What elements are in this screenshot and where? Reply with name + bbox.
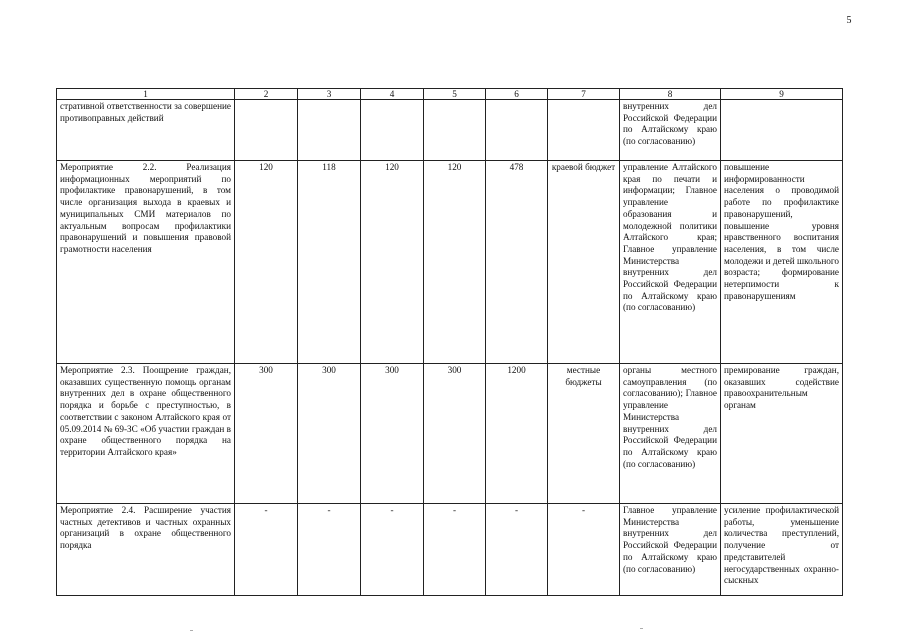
funding-source-cell: [548, 100, 620, 161]
value-cell: [361, 100, 424, 161]
column-header: 3: [298, 89, 361, 100]
value-cell: [298, 100, 361, 161]
total-cell: 1200: [486, 364, 548, 504]
funding-source-cell: -: [548, 504, 620, 596]
value-cell: -: [235, 504, 298, 596]
table-row: [57, 504, 843, 596]
column-header: 4: [361, 89, 424, 100]
value-cell: -: [361, 504, 424, 596]
measure-cell: Мероприятие 2.3. Поощрение граждан, оказавших существенную помощь органам внутренних дел в охране общественного порядка и борьбе с преступностью, в соответствии с законом Алтайского края от 05.09.2014 № 69-ЗС «Об участии граждан в охране общественного порядка на территории Алтайского края»: [57, 364, 235, 504]
column-header: 9: [721, 89, 843, 100]
value-cell: -: [298, 504, 361, 596]
column-header: 1: [57, 89, 235, 100]
column-header: 7: [548, 89, 620, 100]
value-cell: 300: [298, 364, 361, 504]
executor-cell: управление Алтайского края по печати и информации; Главное управление образования и молодежной политики Алтайского края; Главное управление Министерства внутренних дел Российской Федерации по Алтайскому краю (по согласованию): [620, 161, 721, 364]
funding-source-cell: краевой бюджет: [548, 161, 620, 364]
executor-cell: Главное управление Министерства внутренних дел Российской Федерации по Алтайскому краю (по согласованию): [620, 504, 721, 596]
result-cell: повышение информированности населения о проводимой работе по профилактике правонарушений, повышение уровня нравственного воспитания населения, в том числе молодежи и детей школьного возраста; формирование нетерпимости к правонарушениям: [721, 161, 843, 364]
result-cell: премирование граждан, оказавших содействие правоохранительным органам: [721, 364, 843, 504]
page-number: 5: [846, 15, 852, 26]
value-cell: 300: [361, 364, 424, 504]
value-cell: 300: [424, 364, 486, 504]
result-cell: [721, 100, 843, 161]
value-cell: 118: [298, 161, 361, 364]
measure-cell: Мероприятие 2.4. Расширение участия частных детективов и частных охранных организаций в охране общественного порядка: [57, 504, 235, 596]
total-cell: [486, 100, 548, 161]
total-cell: 478: [486, 161, 548, 364]
value-cell: 120: [361, 161, 424, 364]
executor-cell: органы местного самоуправления (по согласованию); Главное управление Министерства внутренних дел Российской Федерации по Алтайскому краю (по согласованию): [620, 364, 721, 504]
column-header: 5: [424, 89, 486, 100]
measure-cell: Мероприятие 2.2. Реализация информационных мероприятий по профилактике правонарушений, в том числе организация выхода в краевых и муниципальных СМИ материалов по актуальным вопросам профилактики правонарушений и повышения правовой грамотности населения: [57, 161, 235, 364]
result-cell: усиление профилактической работы, уменьшение количества преступлений, получение от представителей негосударственных охранно-сыскных: [721, 504, 843, 596]
scan-speck: [640, 628, 643, 629]
column-header: 6: [486, 89, 548, 100]
value-cell: [424, 100, 486, 161]
table-row: [57, 100, 843, 161]
column-header: 2: [235, 89, 298, 100]
table-header: [57, 89, 843, 100]
measure-cell: стративной ответственности за совершение противоправных действий: [57, 100, 235, 161]
funding-source-cell: местные бюджеты: [548, 364, 620, 504]
table-row: [57, 161, 843, 364]
scan-speck: [190, 630, 193, 631]
table-row: [57, 364, 843, 504]
column-header: 8: [620, 89, 721, 100]
value-cell: 120: [235, 161, 298, 364]
executor-cell: внутренних дел Российской Федерации по Алтайскому краю (по согласованию): [620, 100, 721, 161]
value-cell: [235, 100, 298, 161]
total-cell: -: [486, 504, 548, 596]
value-cell: 120: [424, 161, 486, 364]
value-cell: 300: [235, 364, 298, 504]
program-measures-table: [56, 88, 843, 596]
value-cell: -: [424, 504, 486, 596]
